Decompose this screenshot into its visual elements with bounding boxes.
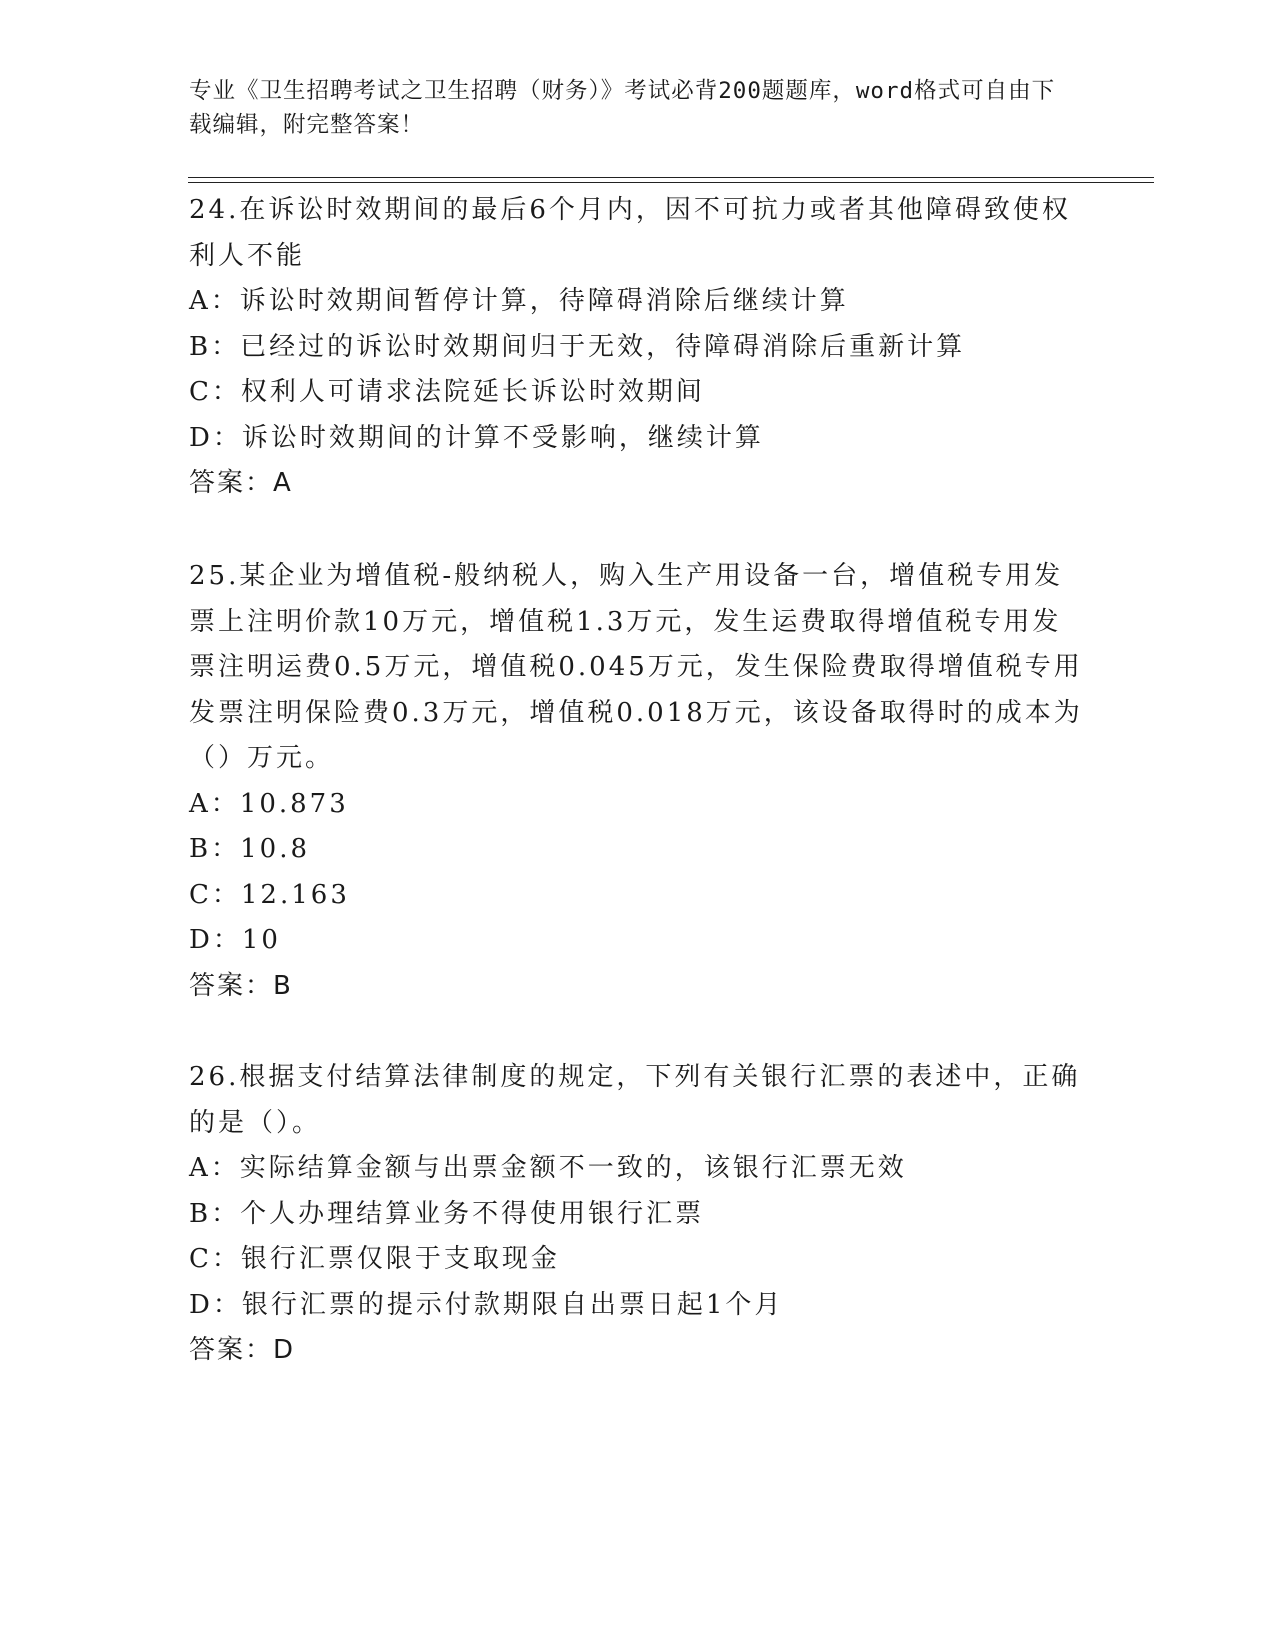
option-a: A：诉讼时效期间暂停计算，待障碍消除后继续计算 [189,286,849,316]
answer: 答案：B [189,970,293,1001]
option-a: A：10.873 [189,788,349,819]
option-c: C：银行汇票仅限于支取现金 [189,1244,560,1274]
question-25 [189,554,1089,1009]
question-stem: 26.根据支付结算法律制度的规定，下列有关银行汇票的表述中，正确的是（）。 [189,1062,1081,1138]
option-c: C：12.163 [189,879,350,910]
answer: 答案：A [189,468,293,498]
question-stem: 24.在诉讼时效期间的最后6个月内，因不可抗力或者其他障碍致使权利人不能 [189,195,1071,271]
question-24 [189,188,1089,507]
document-header: 专业《卫生招聘考试之卫生招聘（财务）》考试必背200题题库，word格式可自由下载编辑，附完整答案！ [189,78,1056,138]
question-stem: 25.某企业为增值税-般纳税人，购入生产用设备一台，增值税专用发票上注明价款10万元，增值税1.3万元，发生运费取得增值税专用发票注明运费0.5万元，增值税0.045万元，发生保险费取得增值税专用发票注明保险费0.3万元，增值税0.018万元，该设备取得时的成本为（）万元。 [189,561,1083,773]
question-26 [189,1055,1089,1374]
option-d: D：银行汇票的提示付款期限自出票日起1个月 [189,1289,784,1320]
header-divider-top [188,177,1154,178]
option-c: C：权利人可请求法院延长诉讼时效期间 [189,377,705,407]
answer: 答案：D [189,1335,296,1365]
header-divider-bottom [188,182,1154,183]
option-b: B：个人办理结算业务不得使用银行汇票 [189,1198,705,1229]
option-a: A：实际结算金额与出票金额不一致的，该银行汇票无效 [189,1153,907,1183]
option-b: B：10.8 [189,834,310,864]
option-b: B：已经过的诉讼时效期间归于无效，待障碍消除后重新计算 [189,331,966,362]
option-d: D：10 [189,925,281,955]
option-d: D：诉讼时效期间的计算不受影响，继续计算 [189,422,764,453]
